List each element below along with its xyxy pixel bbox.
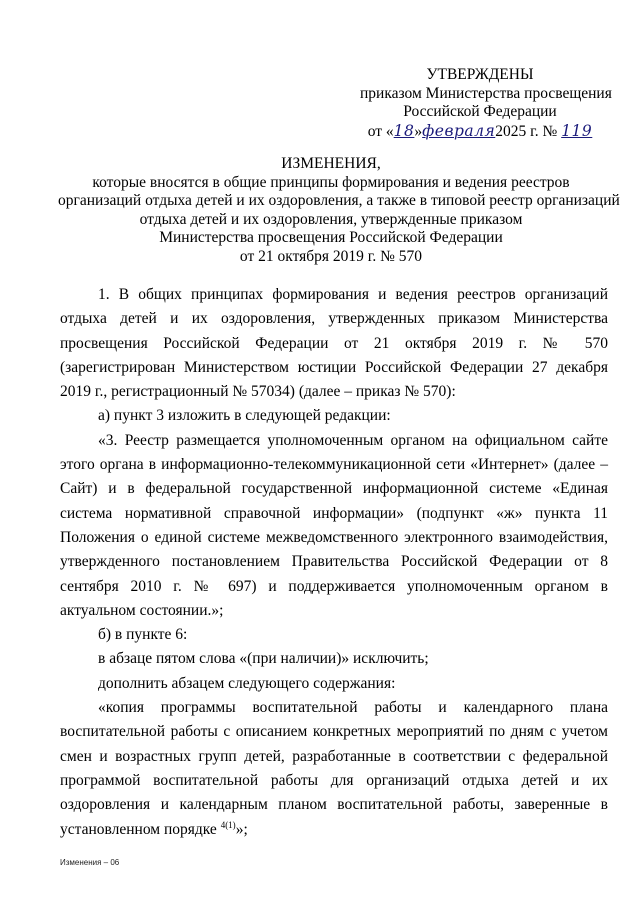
- paragraph-7-text: «копия программы воспитательной работы и календарного плана воспитательной работы с описанием конкретных мероприятий по дням с учетом смен и возрастных групп детей, разработанные в соответствии с федеральной программой воспитательной работы для организаций отдыха детей и их оздоровления и календарным планом воспитательной работы, заверенные в установленном порядке: [60, 699, 608, 838]
- order-number-handwritten: 119: [561, 121, 593, 140]
- paragraph-5: в абзаце пятом слова «(при наличии)» исключить;: [98, 650, 429, 668]
- document-title: ИЗМЕНЕНИЯ,: [281, 155, 381, 172]
- date-prefix: от «: [367, 122, 394, 140]
- approval-date: [360, 122, 600, 142]
- date-day-handwritten: 18: [393, 121, 415, 140]
- footnote-ref: 4(1): [220, 819, 236, 830]
- subtitle-line-1: которые вносятся в общие принципы формирования и ведения реестров: [92, 173, 570, 191]
- date-month-handwritten: февраля: [422, 121, 496, 140]
- paragraph-4: б) в пункте 6:: [98, 626, 188, 644]
- subtitle-line-3: отдыха детей и их оздоровления, утвержденные приказом: [139, 210, 523, 228]
- page-footer: Изменения – 06: [60, 858, 120, 867]
- paragraph-6: дополнить абзацем следующего содержания:: [98, 674, 396, 692]
- document-header: [58, 155, 620, 266]
- subtitle-line-2: организаций отдыха детей и их оздоровления, а также в типовой реестр организаций: [58, 192, 620, 209]
- paragraph-2: а) пункт 3 изложить в следующей редакции:: [98, 407, 391, 425]
- approval-stamp: [360, 66, 612, 141]
- date-mid: »: [414, 122, 423, 140]
- subtitle-line-5: от 21 октября 2019 г. № 570: [239, 247, 423, 265]
- date-year: 2025 г. №: [495, 122, 558, 140]
- paragraph-3: «3. Реестр размещается уполномоченным органом на официальном сайте этого органа в информационно-телекоммуникационной сети «Интернет» (далее – Сайт) и в федеральной государственной информационной системе «Единая система нормативной справочной информации» (подпункт «ж» пункта 11 Положения о единой системе межведомственного электронного взаимодействия, утвержденного постановлением Правительства Российской Федерации от 8 сентября 2010 г. № 697) и поддерживается уполномоченным органом в актуальном состоянии.»;: [60, 431, 608, 619]
- approval-title: УТВЕРЖДЕНЫ: [426, 66, 534, 83]
- approval-line-2: Российской Федерации: [403, 103, 557, 120]
- paragraph-1: 1. В общих принципах формирования и ведения реестров организаций отдыха детей и их оздоровления, утвержденных приказом Министерства просвещения Российской Федерации от 21 октября 2019 г. № 570 (зарегистрирован Министерством юстиции Российской Федерации 27 декабря 2019 г., регистрационный № 57034) (далее – приказ № 570):: [60, 286, 608, 401]
- subtitle-line-4: Министерства просвещения Российской Федерации: [159, 229, 503, 246]
- document-body: [60, 283, 608, 842]
- approval-line-1: приказом Министерства просвещения: [360, 84, 612, 102]
- paragraph-7-end: »;: [235, 820, 248, 838]
- paragraph-7: [60, 696, 608, 842]
